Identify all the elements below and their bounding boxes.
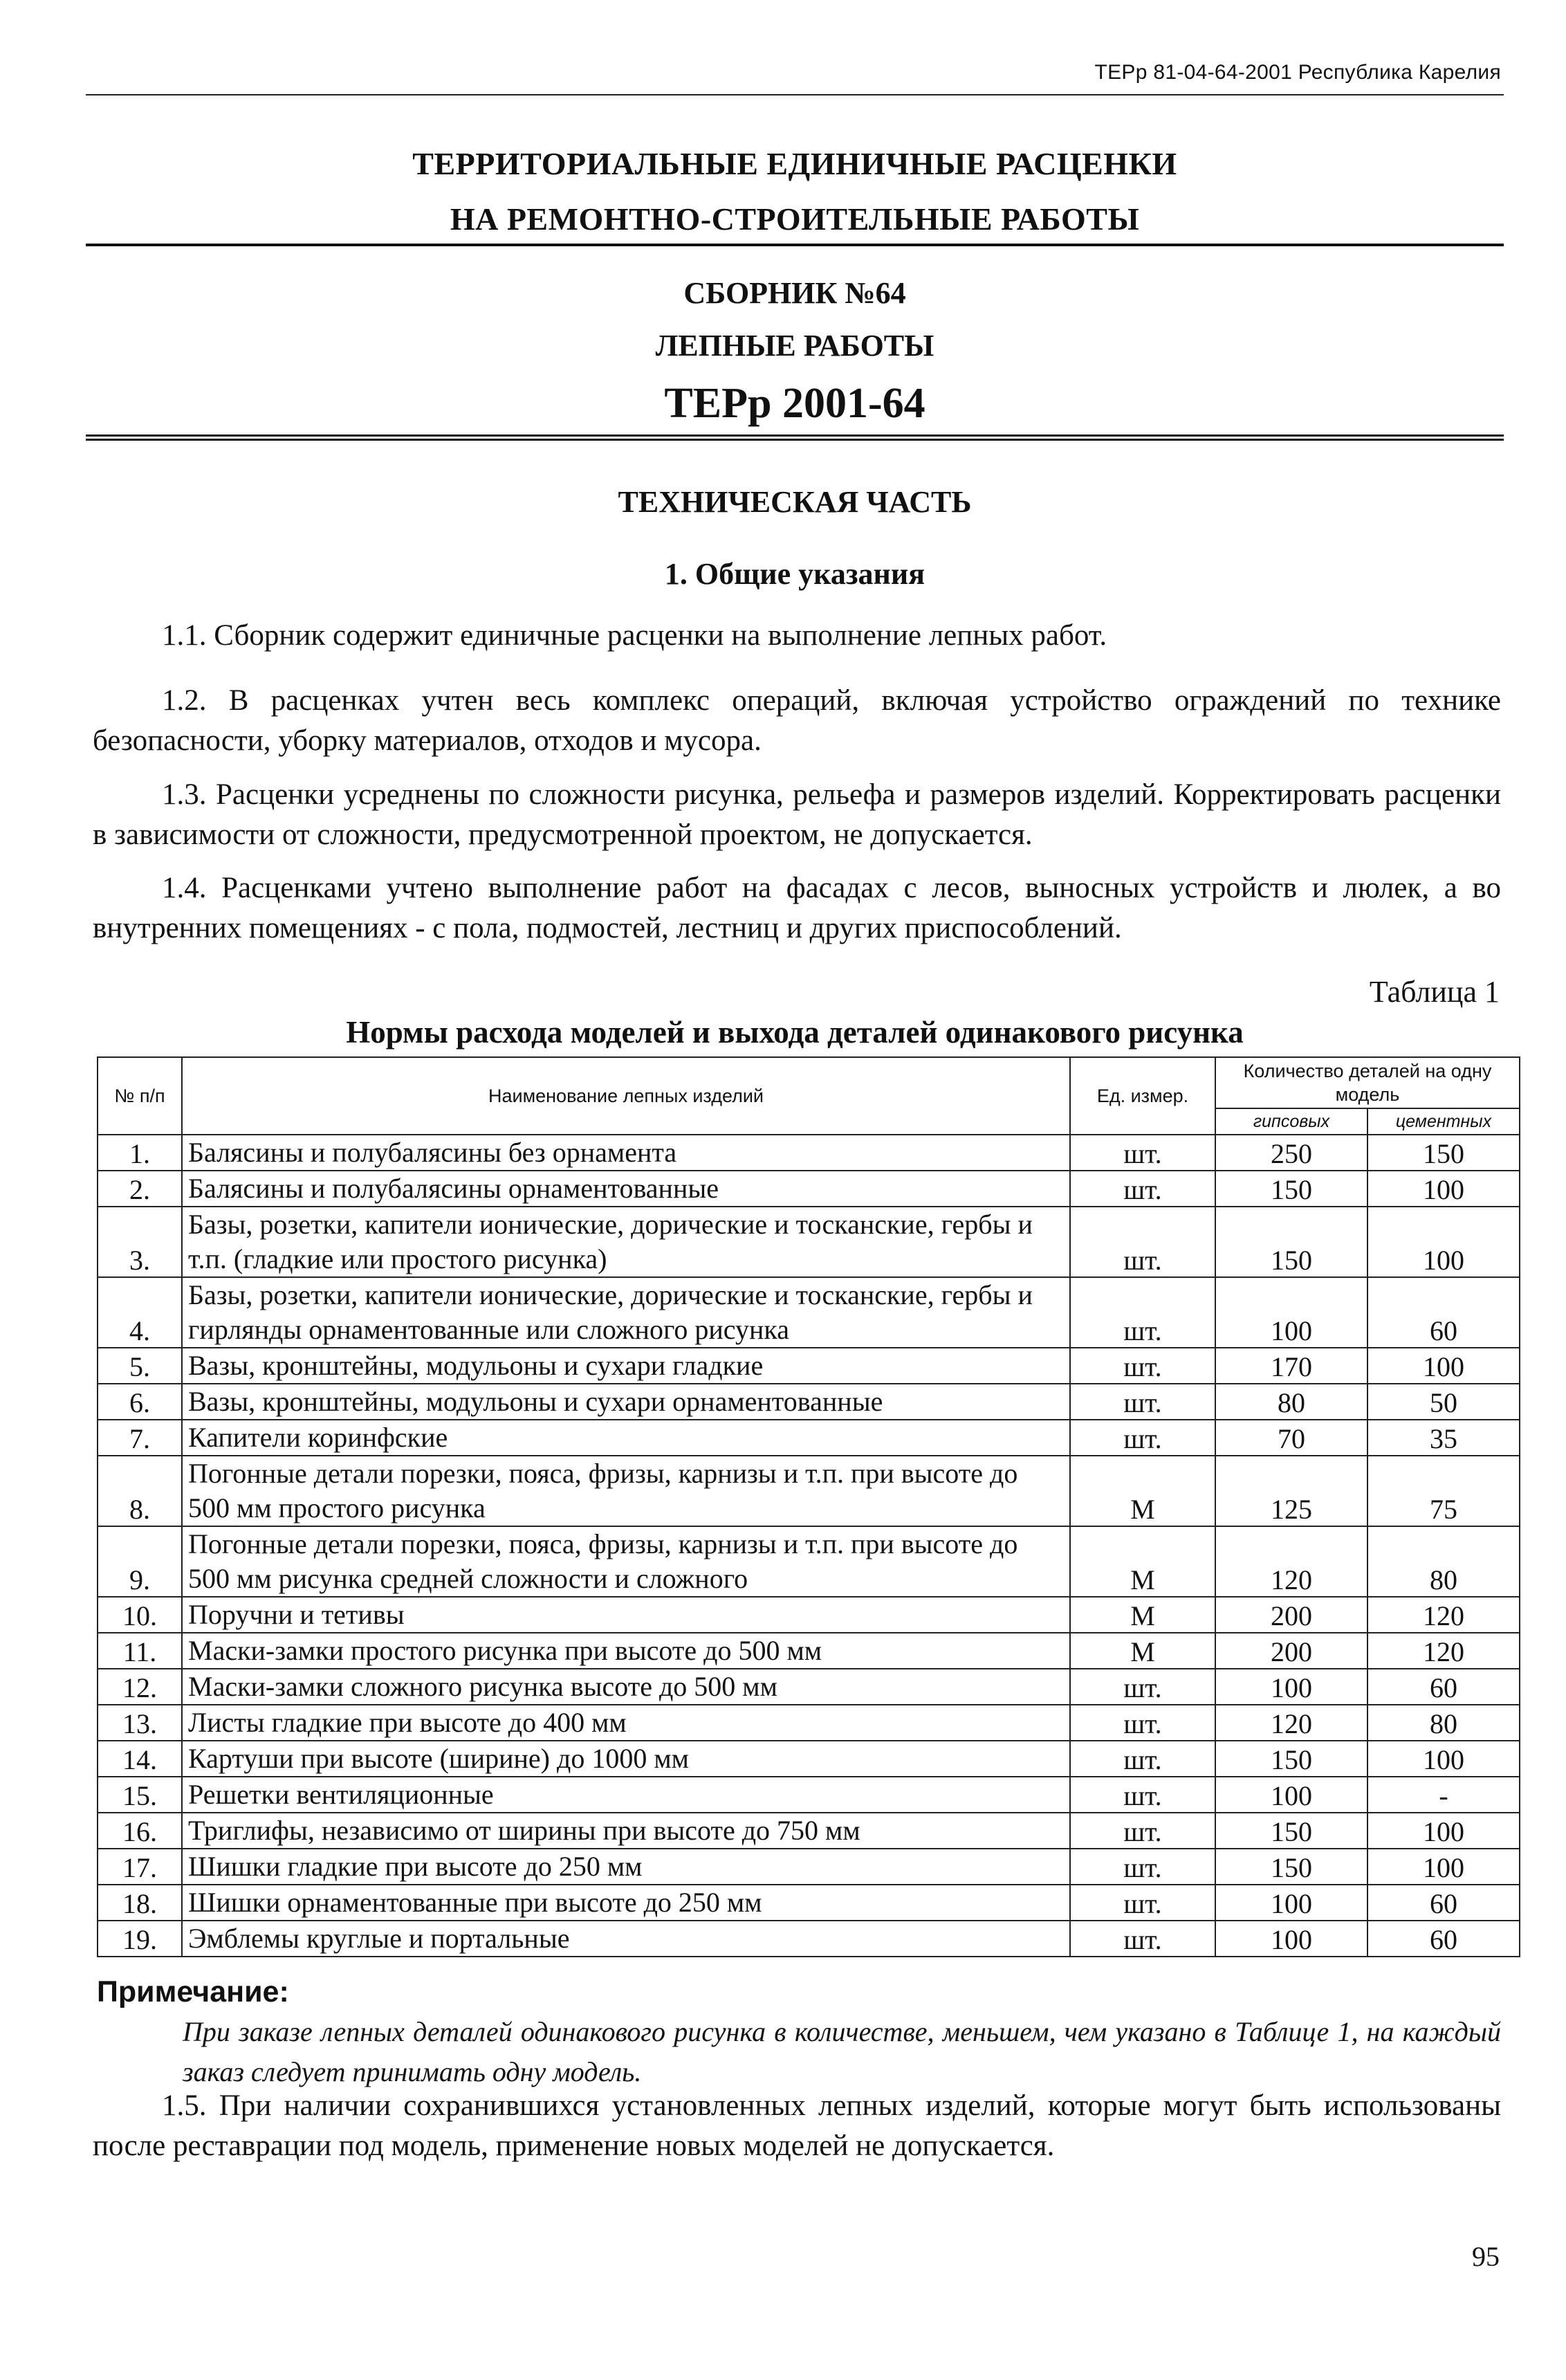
cell-number: 13.: [98, 1705, 182, 1741]
cell-name: Шишки орнаментованные при высоте до 250 мм: [182, 1885, 1070, 1921]
cell-unit: шт.: [1070, 1741, 1215, 1777]
cell-unit: шт.: [1070, 1813, 1215, 1849]
cell-number: 1.: [98, 1135, 182, 1171]
cell-unit: шт.: [1070, 1669, 1215, 1705]
cell-gypsum: 150: [1215, 1813, 1367, 1849]
header-name: Наименование лепных изделий: [182, 1057, 1070, 1135]
cell-number: 11.: [98, 1633, 182, 1669]
table-row: [98, 1277, 1520, 1348]
cell-gypsum: 120: [1215, 1526, 1367, 1597]
page-number: 95: [1472, 2241, 1500, 2272]
cell-gypsum: 120: [1215, 1705, 1367, 1741]
note-text: При заказе лепных деталей одинакового рисунка в количестве, меньшем, чем указано в Таблице 1, на каждый заказ следует принимать одну модель.: [183, 2016, 1501, 2087]
cell-gypsum: 150: [1215, 1207, 1367, 1277]
table-row: [98, 1705, 1520, 1741]
cell-name: Балясины и полубалясины орнаментованные: [182, 1171, 1070, 1207]
table-row: [98, 1849, 1520, 1885]
cell-cement: 100: [1367, 1171, 1520, 1207]
table-row: [98, 1633, 1520, 1669]
section-title: 1. Общие указания: [664, 557, 925, 591]
cell-gypsum: 200: [1215, 1633, 1367, 1669]
cell-name: Поручни и тетивы: [182, 1597, 1070, 1633]
paragraph-text: 1.3. Расценки усреднены по сложности рисунка, рельефа и размеров изделий. Корректировать расценки в зависимости от сложности, предусмотренной проектом, не допускается.: [93, 778, 1501, 851]
cell-gypsum: 100: [1215, 1669, 1367, 1705]
paragraph-1-4: [93, 868, 1501, 949]
cell-gypsum: 80: [1215, 1384, 1367, 1420]
part-title: ТЕХНИЧЕСКАЯ ЧАСТЬ: [618, 485, 972, 519]
paragraph-1-2: [93, 681, 1501, 761]
cell-unit: шт.: [1070, 1207, 1215, 1277]
cell-name: Базы, розетки, капители ионические, дорические и тосканские, гербы и гирлянды орнаментованные или сложного рисунка: [182, 1277, 1070, 1348]
cell-gypsum: 100: [1215, 1277, 1367, 1348]
cell-cement: 35: [1367, 1420, 1520, 1456]
cell-number: 4.: [98, 1277, 182, 1348]
cell-gypsum: 125: [1215, 1456, 1367, 1526]
table-row: [98, 1135, 1520, 1171]
table-row: [98, 1597, 1520, 1633]
table-row: [98, 1885, 1520, 1921]
cell-cement: -: [1367, 1777, 1520, 1813]
header-cement: цементных: [1367, 1108, 1520, 1135]
cell-unit: шт.: [1070, 1777, 1215, 1813]
cell-gypsum: 100: [1215, 1777, 1367, 1813]
cell-unit: шт.: [1070, 1348, 1215, 1384]
paragraph-text: 1.4. Расценками учтено выполнение работ на фасадах с лесов, выносных устройств и люлек, а во внутренних помещениях - с пола, подмостей, лестниц и других приспособлений.: [93, 872, 1501, 944]
cell-number: 18.: [98, 1885, 182, 1921]
cell-cement: 100: [1367, 1207, 1520, 1277]
cell-cement: 80: [1367, 1526, 1520, 1597]
note-title: Примечание:: [97, 1975, 289, 2008]
table-row: [98, 1741, 1520, 1777]
cell-name: Маски-замки простого рисунка при высоте до 500 мм: [182, 1633, 1070, 1669]
cell-unit: шт.: [1070, 1384, 1215, 1420]
cell-cement: 60: [1367, 1921, 1520, 1957]
cell-cement: 60: [1367, 1885, 1520, 1921]
cell-name: Погонные детали порезки, пояса, фризы, карнизы и т.п. при высоте до 500 мм рисунка средней сложности и сложного: [182, 1526, 1070, 1597]
table-row: [98, 1171, 1520, 1207]
cell-unit: шт.: [1070, 1921, 1215, 1957]
cell-unit: М: [1070, 1633, 1215, 1669]
header-unit: Ед. измер.: [1070, 1057, 1215, 1135]
cell-cement: 100: [1367, 1741, 1520, 1777]
cell-name: Балясины и полубалясины без орнамента: [182, 1135, 1070, 1171]
cell-gypsum: 70: [1215, 1420, 1367, 1456]
table-row: [98, 1669, 1520, 1705]
header-no: № п/п: [98, 1057, 182, 1135]
cell-number: 2.: [98, 1171, 182, 1207]
cell-cement: 60: [1367, 1669, 1520, 1705]
cell-name: Решетки вентиляционные: [182, 1777, 1070, 1813]
cell-unit: шт.: [1070, 1885, 1215, 1921]
cell-number: 3.: [98, 1207, 182, 1277]
paragraph-1-1: [93, 616, 1501, 656]
cell-cement: 75: [1367, 1456, 1520, 1526]
cell-gypsum: 150: [1215, 1171, 1367, 1207]
table-row: [98, 1777, 1520, 1813]
table-row: [98, 1420, 1520, 1456]
table-body: [98, 1135, 1520, 1957]
cell-name: Шишки гладкие при высоте до 250 мм: [182, 1849, 1070, 1885]
table-row: [98, 1813, 1520, 1849]
cell-unit: шт.: [1070, 1277, 1215, 1348]
cell-number: 12.: [98, 1669, 182, 1705]
cell-cement: 150: [1367, 1135, 1520, 1171]
cell-cement: 100: [1367, 1849, 1520, 1885]
table-row: [98, 1921, 1520, 1957]
cell-gypsum: 200: [1215, 1597, 1367, 1633]
cell-number: 15.: [98, 1777, 182, 1813]
norms-table: [97, 1056, 1520, 1957]
table-row: [98, 1207, 1520, 1277]
header-quantity: Количество деталей на одну модель: [1215, 1057, 1520, 1108]
paragraph-text: 1.1. Сборник содержит единичные расценки на выполнение лепных работ.: [162, 619, 1107, 652]
cell-number: 14.: [98, 1741, 182, 1777]
cell-number: 7.: [98, 1420, 182, 1456]
cell-unit: М: [1070, 1526, 1215, 1597]
cell-unit: шт.: [1070, 1849, 1215, 1885]
paragraph-1-3: [93, 775, 1501, 855]
cell-number: 16.: [98, 1813, 182, 1849]
cell-number: 17.: [98, 1849, 182, 1885]
cell-gypsum: 150: [1215, 1849, 1367, 1885]
collection-name: ЛЕПНЫЕ РАБОТЫ: [655, 329, 934, 363]
cell-cement: 100: [1367, 1813, 1520, 1849]
cell-unit: М: [1070, 1456, 1215, 1526]
cell-unit: шт.: [1070, 1135, 1215, 1171]
cell-cement: 100: [1367, 1348, 1520, 1384]
table-row: [98, 1456, 1520, 1526]
collection-code: ТЕРр 2001-64: [664, 380, 925, 427]
cell-name: Картуши при высоте (ширине) до 1000 мм: [182, 1741, 1070, 1777]
paragraph-text: 1.5. При наличии сохранившихся установленных лепных изделий, которые могут быть использованы после реставрации под модель, применение новых моделей не допускается.: [93, 2089, 1501, 2162]
cell-number: 8.: [98, 1456, 182, 1526]
paragraph-text: 1.2. В расценках учтен весь комплекс операций, включая устройство ограждений по технике безопасности, уборку материалов, отходов и мусора.: [93, 684, 1501, 757]
cell-cement: 120: [1367, 1597, 1520, 1633]
running-header: ТЕРр 81-04-64-2001 Республика Карелия: [1094, 61, 1501, 84]
cell-gypsum: 150: [1215, 1741, 1367, 1777]
cell-name: Погонные детали порезки, пояса, фризы, карнизы и т.п. при высоте до 500 мм простого рисунка: [182, 1456, 1070, 1526]
cell-name: Вазы, кронштейны, модульоны и сухари гладкие: [182, 1348, 1070, 1384]
cell-gypsum: 100: [1215, 1885, 1367, 1921]
cell-number: 10.: [98, 1597, 182, 1633]
code-double-rule: [86, 434, 1504, 441]
table-row: [98, 1348, 1520, 1384]
document-title-line2: НА РЕМОНТНО-СТРОИТЕЛЬНЫЕ РАБОТЫ: [450, 201, 1140, 237]
cell-name: Вазы, кронштейны, модульоны и сухари орнаментованные: [182, 1384, 1070, 1420]
cell-number: 19.: [98, 1921, 182, 1957]
cell-number: 6.: [98, 1384, 182, 1420]
cell-gypsum: 250: [1215, 1135, 1367, 1171]
cell-gypsum: 170: [1215, 1348, 1367, 1384]
document-title-line1: ТЕРРИТОРИАЛЬНЫЕ ЕДИНИЧНЫЕ РАСЦЕНКИ: [412, 146, 1177, 181]
cell-name: Капители коринфские: [182, 1420, 1070, 1456]
cell-number: 5.: [98, 1348, 182, 1384]
table-number: Таблица 1: [1369, 975, 1500, 1009]
cell-number: 9.: [98, 1526, 182, 1597]
table-row: [98, 1384, 1520, 1420]
cell-name: Маски-замки сложного рисунка высоте до 500 мм: [182, 1669, 1070, 1705]
cell-cement: 50: [1367, 1384, 1520, 1420]
collection-number: СБОРНИК №64: [683, 276, 906, 310]
cell-unit: М: [1070, 1597, 1215, 1633]
cell-gypsum: 100: [1215, 1921, 1367, 1957]
cell-unit: шт.: [1070, 1420, 1215, 1456]
header-rule: [86, 94, 1504, 95]
cell-unit: шт.: [1070, 1171, 1215, 1207]
table-title: Нормы расхода моделей и выхода деталей одинакового рисунка: [346, 1015, 1244, 1050]
cell-name: Эмблемы круглые и портальные: [182, 1921, 1070, 1957]
cell-name: Триглифы, независимо от ширины при высоте до 750 мм: [182, 1813, 1070, 1849]
cell-name: Листы гладкие при высоте до 400 мм: [182, 1705, 1070, 1741]
cell-cement: 120: [1367, 1633, 1520, 1669]
title-rule: [86, 244, 1504, 246]
header-gypsum: гипсовых: [1215, 1108, 1367, 1135]
cell-unit: шт.: [1070, 1705, 1215, 1741]
cell-cement: 60: [1367, 1277, 1520, 1348]
cell-cement: 80: [1367, 1705, 1520, 1741]
paragraph-1-5: [93, 2086, 1501, 2166]
table-row: [98, 1526, 1520, 1597]
cell-name: Базы, розетки, капители ионические, дорические и тосканские, гербы и т.п. (гладкие или простого рисунка): [182, 1207, 1070, 1277]
